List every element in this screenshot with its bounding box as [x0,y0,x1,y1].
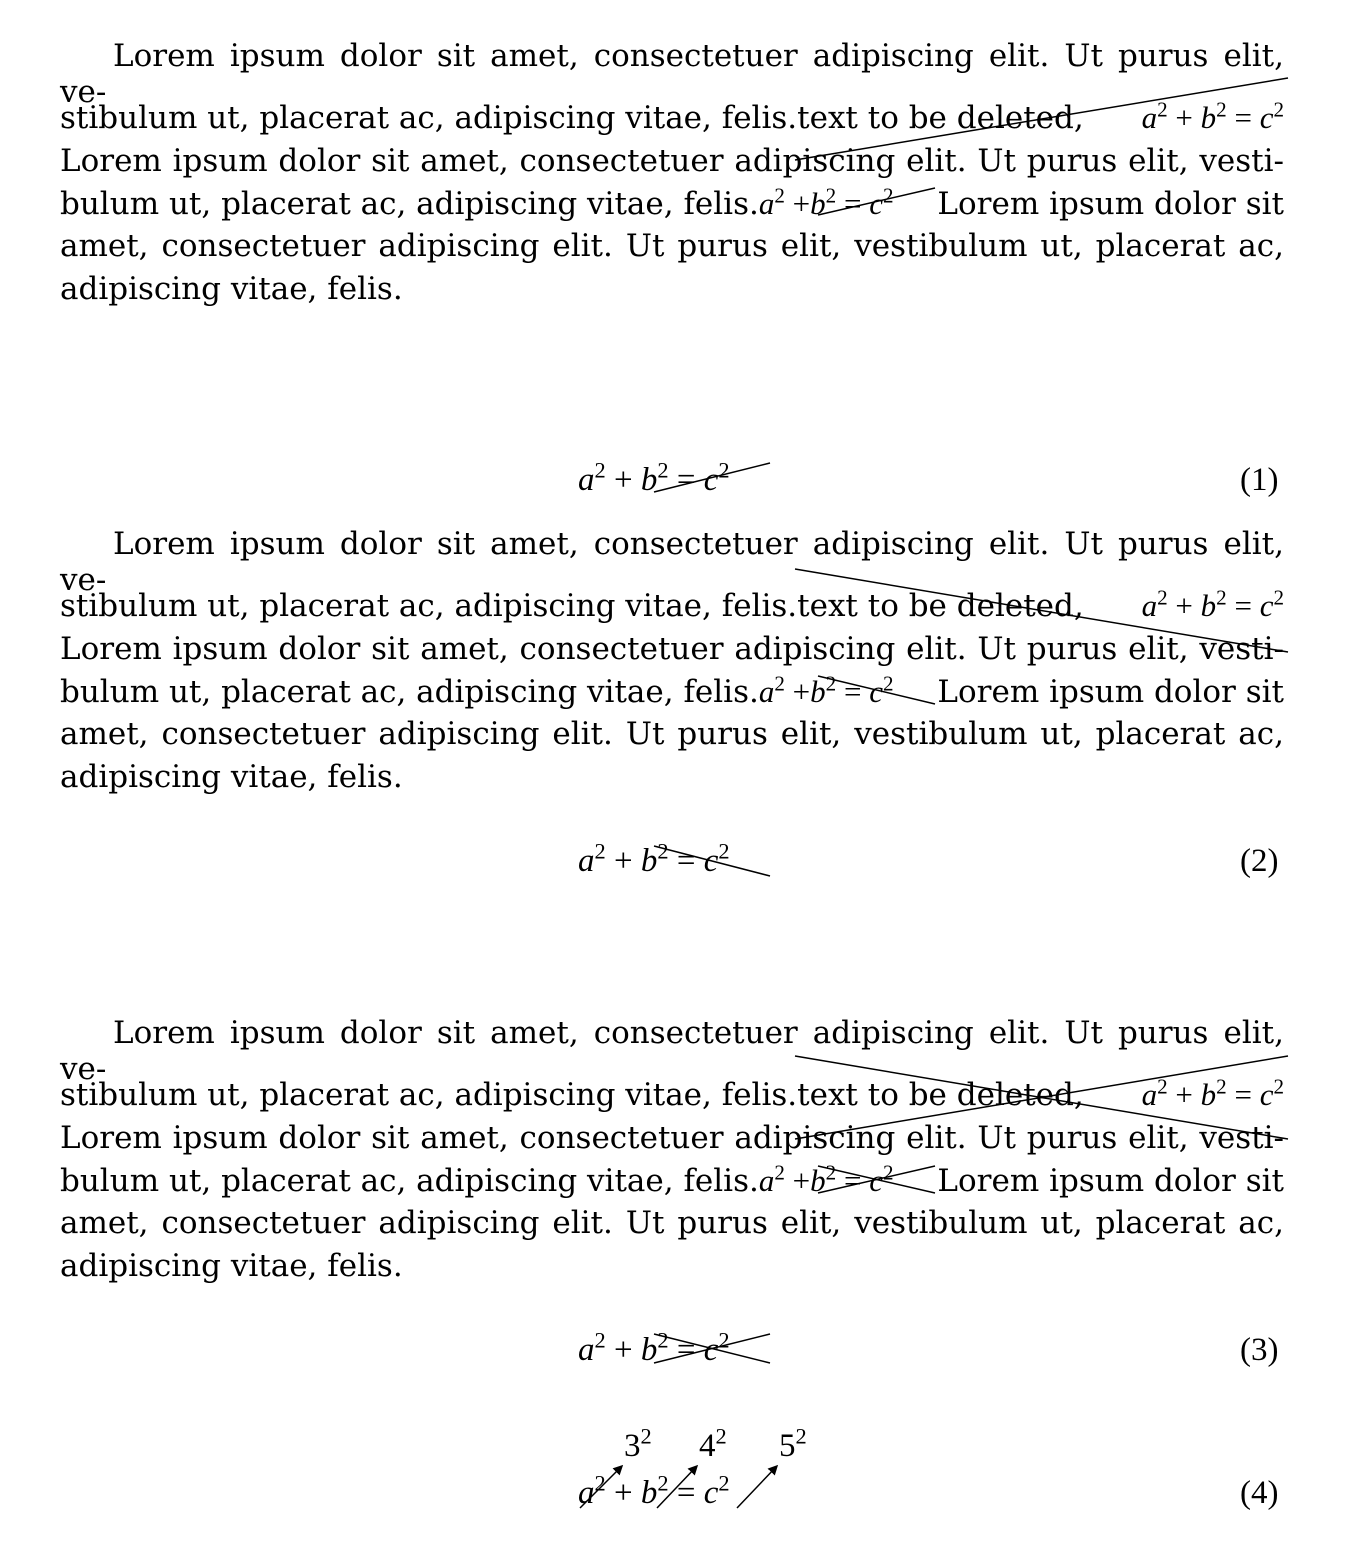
p2-line6: adipiscing vitae, felis. [60,759,403,795]
p1-line6: adipiscing vitae, felis. [60,271,403,307]
equation-number-3: (3) [1240,1332,1279,1368]
replacement-label-3: $5^2$ [779,1423,807,1464]
p2-line4: bulum ut, placerat ac, adipiscing vitae, $felis.a^2 +b^2 = c^2$ Lorem ipsum dolor sit [60,671,1284,710]
p2-line1: Lorem ipsum dolor sit amet, consectetuer adipiscing elit. Ut purus elit, ve- [60,526,1284,598]
p1-line4: bulum ut, placerat ac, adipiscing vitae, $felis.a^2 +b^2 = c^2$ Lorem ipsum dolor sit [60,183,1284,222]
p3-line5: amet, consectetuer adipiscing elit. Ut purus elit, vestibulum ut, placerat ac, [60,1205,1284,1241]
p2-line2: stibulum ut, placerat ac, adipiscing vitae, felis.text to be deleted, $a^2 + b^2 = c^2$ [60,585,1284,624]
p1-line2-text: stibulum ut, placerat ac, adipiscing vitae, felis.text to be deleted, [60,100,1084,136]
p3-line1: Lorem ipsum dolor sit amet, consectetuer adipiscing elit. Ut purus elit, ve- [60,1015,1284,1087]
p2-line3: Lorem ipsum dolor sit amet, consectetuer adipiscing elit. Ut purus elit, vesti- [60,631,1284,667]
p1-inline-equation-2: $a^2 +b^2 = c^2$ [758,183,894,221]
p1-line3: Lorem ipsum dolor sit amet, consectetuer adipiscing elit. Ut purus elit, vesti- [60,143,1284,179]
replacement-label-1: $3^2$ [624,1423,652,1464]
replacement-label-2: $4^2$ [699,1423,727,1464]
p1-inline-equation: $a^2 + b^2 = c^2$ [1141,97,1284,135]
p3-line4: bulum ut, placerat ac, adipiscing vitae, $felis.a^2 +b^2 = c^2$ Lorem ipsum dolor sit [60,1160,1284,1199]
replace-arrow-c [737,1467,776,1508]
p3-line6: adipiscing vitae, felis. [60,1248,403,1284]
p2-line5: amet, consectetuer adipiscing elit. Ut purus elit, vestibulum ut, placerat ac, [60,716,1284,752]
equation-number-1: (1) [1240,462,1279,498]
p1-line2 [60,97,1284,136]
p1-line5: amet, consectetuer adipiscing elit. Ut purus elit, vestibulum ut, placerat ac, [60,228,1284,264]
equation-number-2: (2) [1240,843,1279,879]
equation-number-4: (4) [1240,1475,1279,1511]
p1-line1: Lorem ipsum dolor sit amet, consectetuer adipiscing elit. Ut purus elit, ve- [60,38,1284,110]
p3-line3: Lorem ipsum dolor sit amet, consectetuer adipiscing elit. Ut purus elit, vesti- [60,1120,1284,1156]
p3-line2: stibulum ut, placerat ac, adipiscing vitae, felis.text to be deleted, $a^2 + b^2 = c^2$ [60,1074,1284,1113]
